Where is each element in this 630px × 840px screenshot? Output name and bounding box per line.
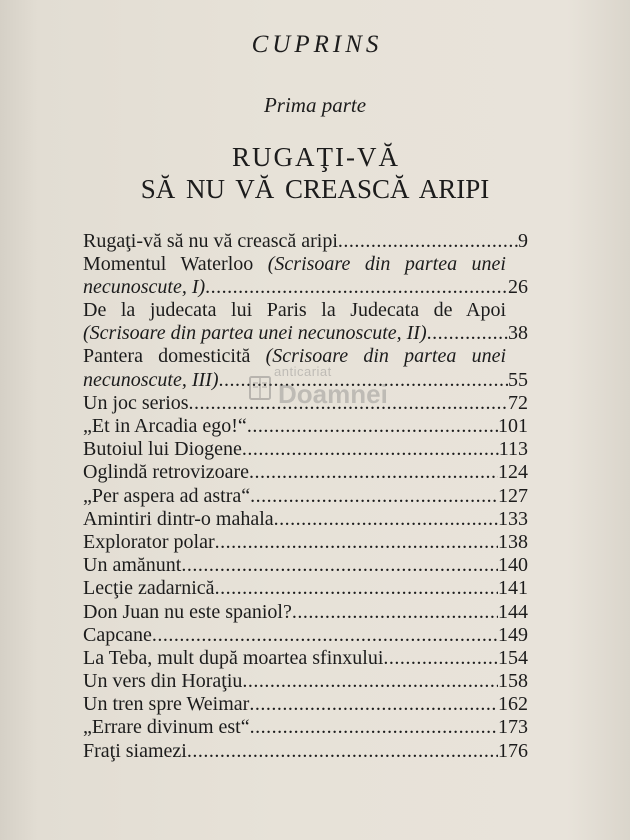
entry-page-number: 173 — [498, 716, 528, 739]
toc-entry[interactable] — [83, 438, 528, 461]
dot-leader — [249, 693, 498, 716]
entry-title: „Per aspera ad astra“ — [83, 484, 251, 507]
watermark-text-small: anticariat — [274, 364, 332, 379]
entry-title: Explorator polar — [83, 530, 215, 553]
entry-title: Lecţie zadarnică — [83, 577, 215, 600]
entry-page-number: 158 — [498, 670, 528, 693]
entry-title: Pantera domesticită — [83, 345, 251, 368]
entry-page-number: 176 — [498, 739, 528, 762]
toc-entry[interactable] — [83, 415, 528, 438]
toc-entry[interactable] — [83, 624, 528, 647]
entry-second-line — [83, 369, 528, 392]
dot-leader — [249, 461, 498, 484]
entry-note: (Scrisoare din partea unei — [265, 345, 506, 368]
dot-leader — [338, 230, 518, 253]
toc-entry[interactable] — [83, 230, 528, 253]
toc-entry[interactable] — [83, 670, 528, 693]
entry-title: Un vers din Horaţiu — [83, 670, 243, 693]
toc-entry[interactable] — [83, 693, 528, 716]
toc-entry[interactable] — [83, 577, 528, 600]
toc-entry[interactable] — [83, 345, 528, 391]
dot-leader — [215, 577, 498, 600]
entry-note: necunoscute, III) — [83, 368, 219, 391]
dot-leader — [250, 716, 498, 739]
table-of-contents — [83, 230, 528, 763]
entry-title: Un joc serios — [83, 391, 189, 414]
toc-entry[interactable] — [83, 716, 528, 739]
toc-entry[interactable] — [83, 508, 528, 531]
entry-page-number: 154 — [498, 646, 528, 669]
entry-title: Momentul Waterloo — [83, 252, 254, 275]
dot-leader — [219, 369, 509, 392]
entry-page-number: 9 — [518, 229, 528, 252]
section-title-line-1: RUGAŢI-VĂ — [232, 142, 400, 172]
toc-entry[interactable] — [83, 740, 528, 763]
entry-note: (Scrisoare din partea unei necunoscute, II) — [83, 322, 427, 345]
toc-entry[interactable] — [83, 647, 528, 670]
entry-title: Un amănunt — [83, 554, 182, 577]
entry-title: De la judecata lui Paris la Judecata de Apoi — [83, 299, 506, 322]
dot-leader — [242, 438, 499, 461]
entry-page-number: 101 — [498, 415, 528, 437]
entry-title: Oglindă retrovizoare — [83, 461, 250, 484]
entry-title: Rugaţi-vă să nu vă crească aripi — [83, 229, 338, 252]
dot-leader — [250, 485, 498, 508]
watermark-text-large: Doamnei — [278, 379, 388, 409]
part-label: Prima parte — [263, 93, 367, 117]
entry-first-line — [83, 253, 506, 276]
dot-leader — [242, 670, 498, 693]
entry-page-number: 124 — [498, 461, 528, 484]
dot-leader — [181, 554, 498, 577]
toc-entry[interactable] — [83, 485, 528, 508]
entry-second-line — [83, 276, 528, 299]
toc-entry[interactable] — [83, 299, 528, 345]
dot-leader — [383, 647, 498, 670]
entry-first-line — [83, 345, 506, 368]
entry-page-number: 144 — [498, 600, 528, 623]
dot-leader — [205, 276, 508, 299]
section-title-line-2: SĂ NU VĂ CREASCĂ ARIPI — [140, 174, 490, 204]
dot-leader — [292, 601, 498, 624]
toc-entry[interactable] — [83, 531, 528, 554]
entry-second-line — [83, 322, 528, 345]
entry-page-number: 26 — [508, 275, 528, 298]
dot-leader — [427, 322, 508, 345]
entry-title: Don Juan nu este spaniol? — [83, 600, 292, 623]
entry-page-number: 141 — [498, 577, 528, 600]
entry-page-number: 55 — [508, 368, 528, 391]
dot-leader — [189, 392, 508, 415]
entry-title: Fraţi siamezi — [83, 739, 187, 762]
entry-title: La Teba, mult după moartea sfinxului — [83, 646, 384, 669]
entry-page-number: 133 — [498, 507, 528, 530]
toc-entry[interactable] — [83, 461, 528, 484]
entry-page-number: 140 — [498, 554, 528, 577]
dot-leader — [187, 740, 498, 763]
entry-title: Amintiri dintr-o mahala — [83, 507, 274, 530]
entry-title: „Errare divinum est“ — [83, 716, 250, 739]
toc-entry[interactable] — [83, 392, 528, 415]
dot-leader — [274, 508, 498, 531]
entry-page-number: 138 — [498, 530, 528, 553]
entry-page-number: 72 — [508, 391, 528, 414]
entry-first-line — [83, 299, 506, 322]
entry-note: necunoscute, I) — [83, 275, 206, 298]
toc-entry[interactable] — [83, 601, 528, 624]
dot-leader — [152, 624, 498, 647]
dot-leader — [247, 415, 498, 438]
entry-page-number: 38 — [508, 322, 528, 345]
page-title: CUPRINS — [251, 31, 383, 58]
toc-entry[interactable] — [83, 253, 528, 299]
entry-title: Capcane — [83, 623, 152, 646]
toc-entry[interactable] — [83, 554, 528, 577]
dot-leader — [215, 531, 498, 554]
entry-page-number: 113 — [498, 438, 528, 461]
entry-note: (Scrisoare din partea unei — [267, 252, 506, 275]
entry-title: „Et in Arcadia ego!“ — [83, 415, 247, 437]
entry-title: Un tren spre Weimar — [83, 693, 250, 716]
entry-page-number: 162 — [498, 693, 528, 716]
entry-page-number: 149 — [498, 623, 528, 646]
entry-title: Butoiul lui Diogene — [83, 438, 242, 461]
entry-page-number: 127 — [498, 484, 528, 507]
